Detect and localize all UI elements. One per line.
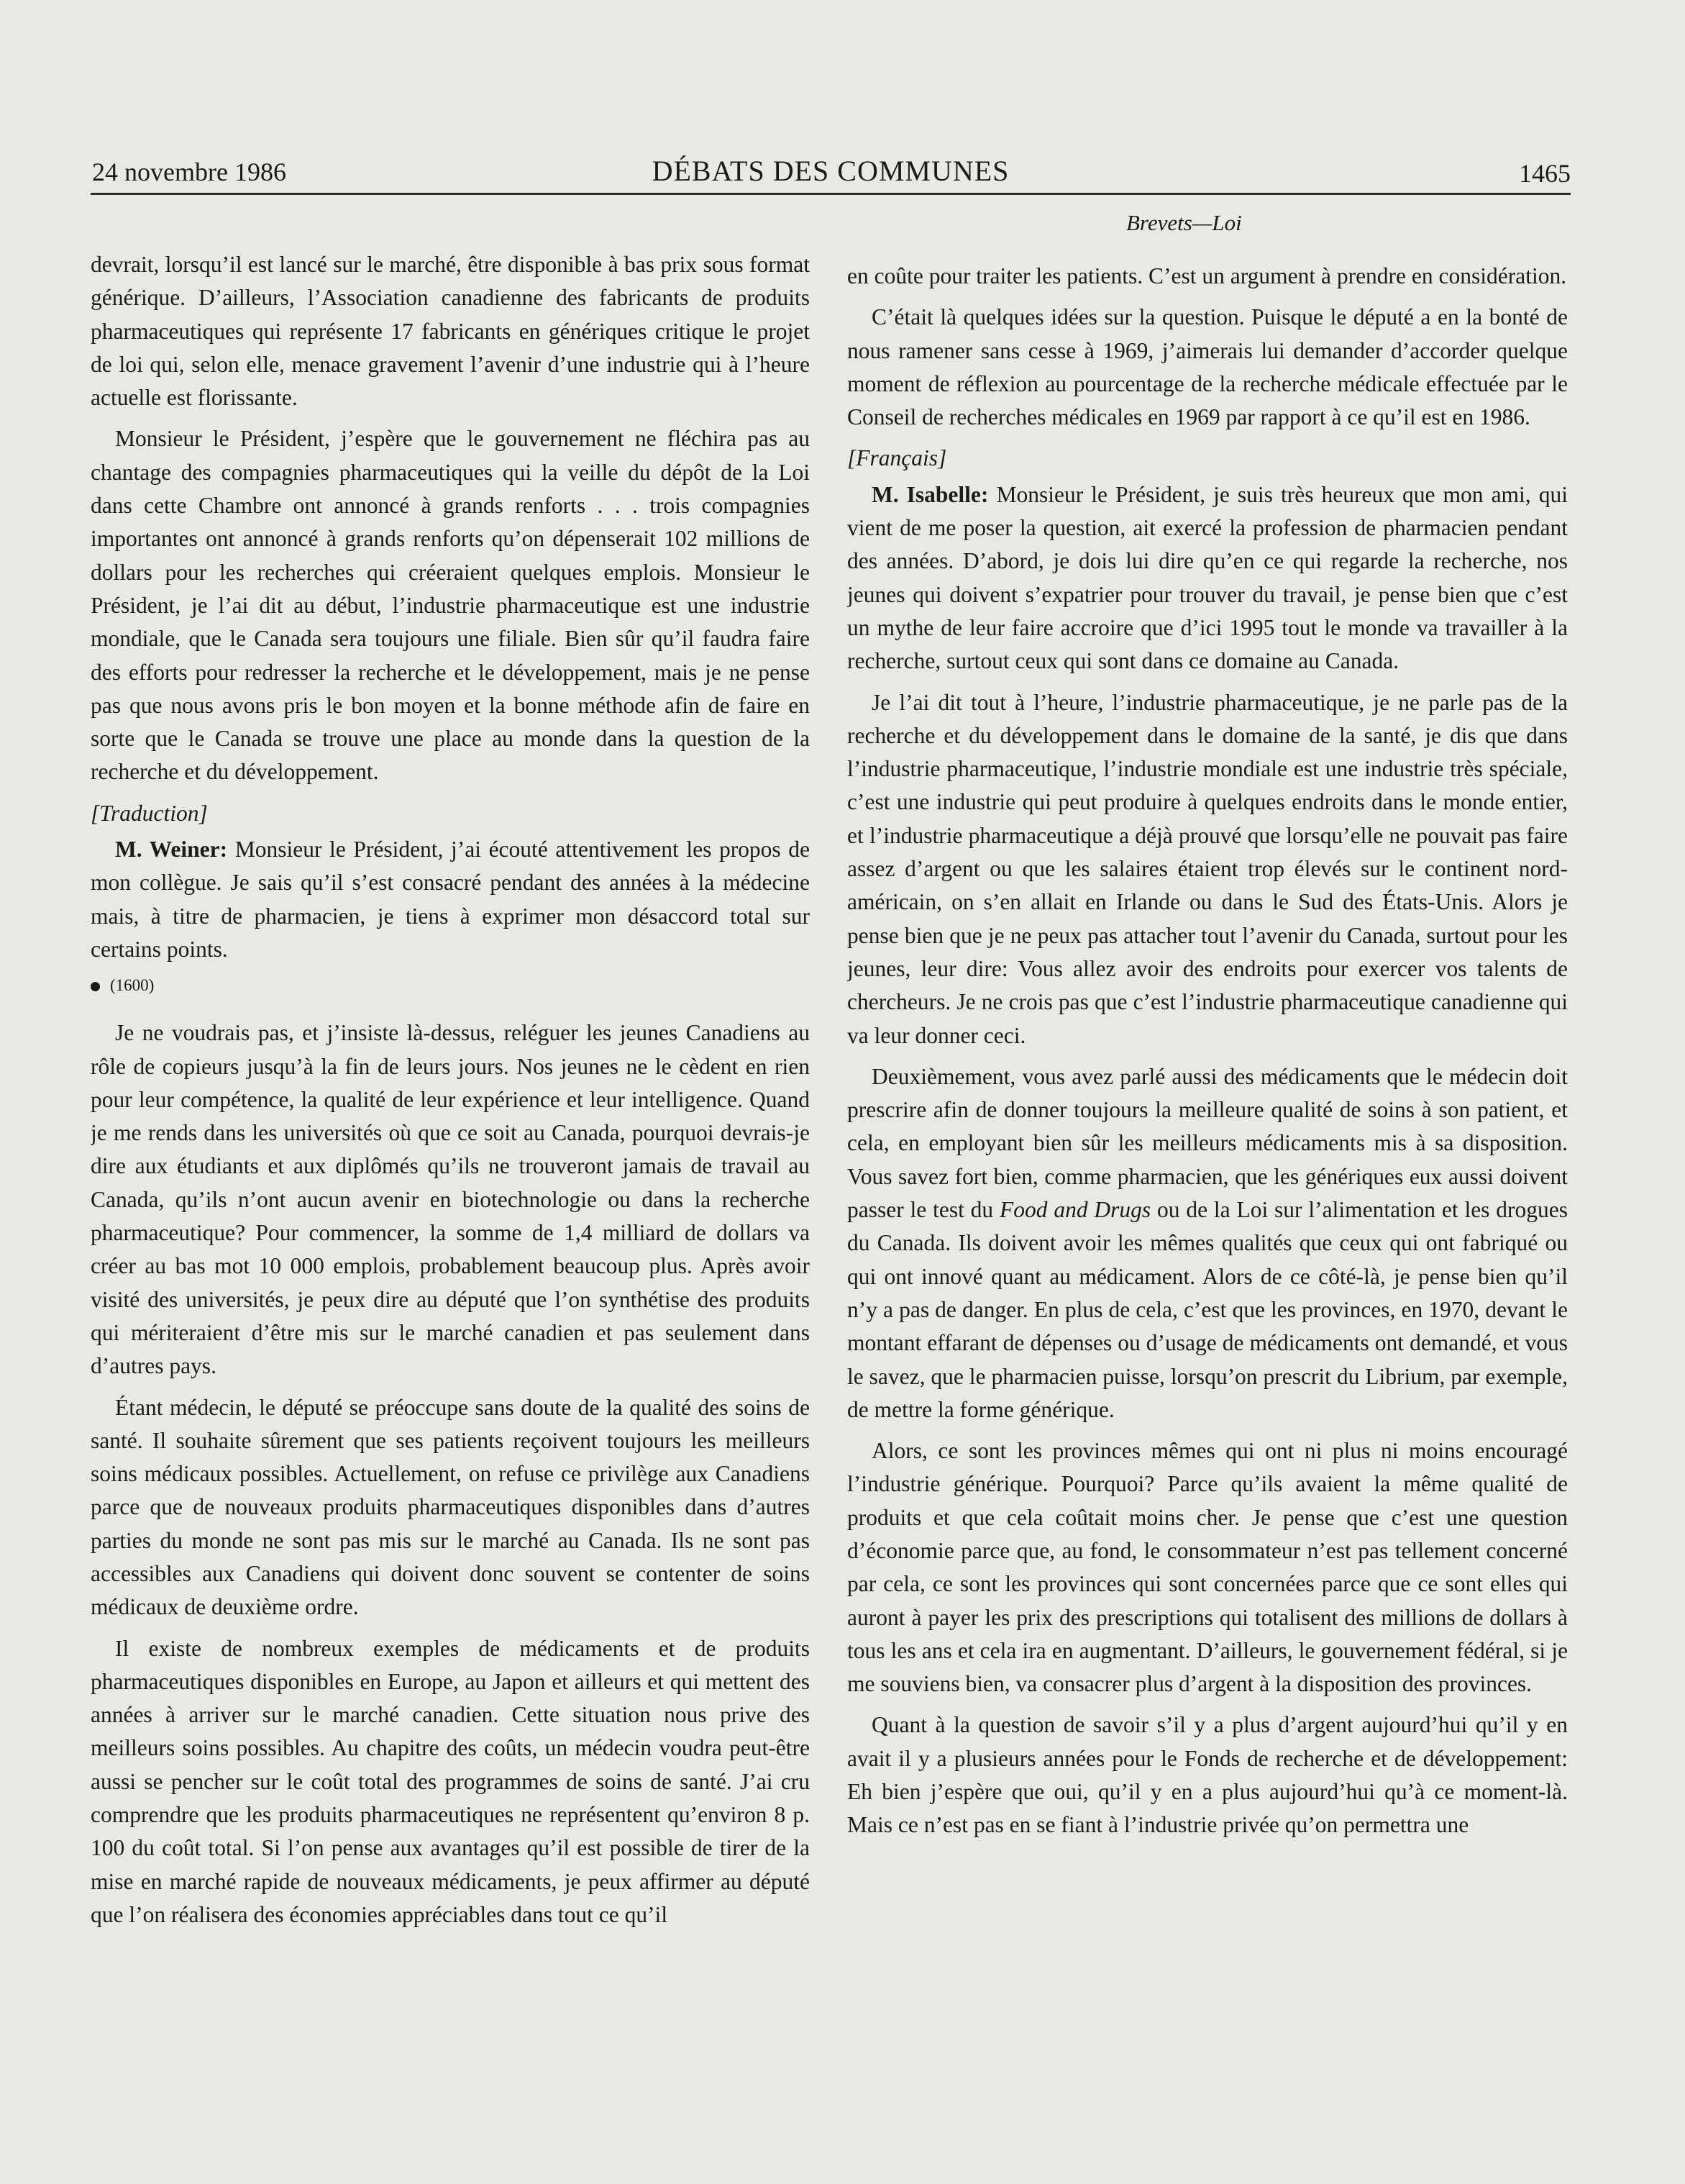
italic-term: Food and Drugs xyxy=(1000,1197,1151,1223)
speaker-name: M. Isabelle: xyxy=(872,481,989,507)
right-column xyxy=(847,260,1568,2177)
section-rubric: Brevets—Loi xyxy=(1126,210,1242,235)
paragraph: en coûte pour traiter les patients. C’est un argument à prendre en considération. xyxy=(847,263,1567,288)
header-date: 24 novembre 1986 xyxy=(92,158,286,186)
speech-text: Monsieur le Président, j’ai écouté attentivement les propos de mon collègue. Je sais qu’il s’est consacré pendant des années à la médecine mais, à titre de pharmacien, je tiens à exprimer mon désaccord total sur certains points. xyxy=(91,837,810,962)
paragraph: Je l’ai dit tout à l’heure, l’industrie pharmaceutique, je ne parle pas de la recherche et du développement dans le domaine de la santé, je dis que dans l’industrie pharmaceutique, l’industrie mondiale est une industrie très spéciale, c’est une industrie qui peut produire à quelques endroits dans le monde entier, et l’industrie pharmaceutique a déjà prouvé que lorsqu’elle ne pouvait pas faire assez d’argent ou que les salaires étaient trop élevés sur le continent nord-américain, on s’en allait en Irlande ou dans le Sud des États-Unis. Alors je pense bien que je ne peux pas attacher tout l’avenir du Canada, surtout pour les jeunes, leur dire: Vous allez avoir des endroits pour exercer vos talents de chercheurs. Je ne crois pas que c’est l’industrie pharmaceutique canadienne qui va leur donner ceci. xyxy=(847,689,1568,1048)
speech-text: Monsieur le Président, je suis très heureux que mon ami, qui vient de me poser la question, ait exercé la profession de pharmacien pendant des années. D’abord, je dois lui dire qu’en ce qui regarde la recherche, nos jeunes qui doivent s’expatrier pour trouver du travail, je pense bien que c’est un mythe de leur faire accroire que d’ici 1995 tout le monde va travailler à la recherche, surtout ceux qui sont dans ce domaine au Canada. xyxy=(847,481,1568,674)
paragraph: Il existe de nombreux exemples de médicaments et de produits pharmaceutiques disponibles en Europe, au Japon et ailleurs et qui mettent des années à arriver sur le marché canadien. Cette situation nous prive des meilleurs soins possibles. Au chapitre des coûts, un médecin voudra peut-être aussi se pencher sur le coût total des programmes de soins de santé. J’ai cru comprendre que les produits pharmaceutiques ne représentent qu’environ 8 p. 100 du coût total. Si l’on pense aux avantages qu’il est possible de tirer de la mise en marché rapide de nouveaux médicaments, je peux affirmer au député que l’on réalisera des économies appréciables dans tout ce qu’il xyxy=(91,1635,810,1927)
paragraph: Alors, ce sont les provinces mêmes qui ont ni plus ni moins encouragé l’industrie générique. Pourquoi? Parce qu’ils avaient la même qualité de produits et que cela coûtait moins cher. Je pense que c’est une question d’économie parce que, au fond, le consommateur n’est pas tellement concerné par cela, ce sont les provinces qui sont concernées parce que ce sont elles qui auront à payer les prix des prescriptions qui totalisent des millions de dollars à tous les ans et cela ira en augmentant. D’ailleurs, le gouvernement fédéral, si je me souviens bien, va consacrer plus d’argent à la disposition des provinces. xyxy=(847,1438,1568,1697)
paragraph: Quant à la question de savoir s’il y a plus d’argent aujourd’hui qu’il y en avait il y a plusieurs années pour le Fonds de recherche et de développement: Eh bien j’espère que oui, qu’il y en a plus aujourd’hui qu’à ce moment-là. Mais ce n’est pas en se fiant à l’industrie privée qu’on permettra une xyxy=(847,1712,1568,1838)
page-number: 1465 xyxy=(1519,159,1571,188)
language-label: [Français] xyxy=(847,445,947,471)
speech-paragraph xyxy=(847,478,1568,678)
paragraph: C’était là quelques idées sur la question. Puisque le député a en la bonté de nous ramener sans cesse à 1969, j’aimerais lui demander d’accorder quelque moment de réflexion au pourcentage de la recherche médicale effectuée par le Conseil de recherches médicales en 1969 par rapport à ce qu’il est en 1986. xyxy=(847,304,1568,430)
time-label: (1600) xyxy=(110,976,155,995)
paragraph-text: Deuxièmement, vous avez parlé aussi des médicaments que le médecin doit prescrire afin de donner toujours la meilleure qualité de soins à son patient, et cela, en employant bien sûr les meilleurs médicaments mis à sa disposition. Vous savez fort bien, comme pharmacien, que les génériques eux aussi doivent passer le test du xyxy=(847,1063,1568,1223)
paragraph xyxy=(847,1060,1568,1427)
header-title: DÉBATS DES COMMUNES xyxy=(652,155,1010,187)
paragraph: Étant médecin, le député se préoccupe sans doute de la qualité des soins de santé. Il souhaite sûrement que ses patients reçoivent toujours les meilleurs soins médicaux possibles. Actuellement, on refuse ce privilège aux Canadiens parce que de nouveaux produits pharmaceutiques disponibles dans d’autres parties du monde ne sont pas mis sur le marché au Canada. Ils ne sont pas accessibles aux Canadiens qui doivent donc souvent se contenter de soins médicaux de deuxième ordre. xyxy=(91,1394,810,1620)
language-label: [Traduction] xyxy=(91,800,208,826)
speaker-name: M. Weiner: xyxy=(115,837,228,863)
time-marker xyxy=(91,975,810,996)
bullet-icon xyxy=(91,982,100,991)
paragraph-text: ou de la Loi sur l’alimentation et les drogues du Canada. Ils doivent avoir les mêmes qualités que ceux qui ont fabriqué ou qui ont innové quant au médicament. Alors de ce côté-là, je pense bien qu’il n’y a pas de danger. En plus de cela, c’est que les provinces, en 1970, devant le montant effarant de dépenses ou d’usage de médicaments ont demandé, et vous le savez, que le pharmacien puisse, lorsqu’on prescrit du Librium, par exemple, de mettre la forme générique. xyxy=(847,1197,1568,1422)
speech-paragraph xyxy=(91,833,810,966)
paragraph: Je ne voudrais pas, et j’insiste là-dessus, reléguer les jeunes Canadiens au rôle de copieurs jusqu’à la fin de leurs jours. Nos jeunes ne le cèdent en rien pour leur compétence, la qualité de leur expérience et leur intelligence. Quand je me rends dans les universités où que ce soit au Canada, pourquoi devrais-je dire aux étudiants et aux diplômés qu’ils ne trouveront jamais de travail au Canada, qu’ils n’ont aucun avenir en biotechnologie ou dans la recherche pharmaceutique? Pour commencer, la somme de 1,4 milliard de dollars va créer au bas mot 10 000 emplois, probablement beaucoup plus. Après avoir visité des universités, je peux dire au député que l’on synthétise des produits qui mériteraient d’être mis sur le marché canadien et pas seulement dans d’autres pays. xyxy=(91,1020,810,1379)
left-column xyxy=(91,248,810,2165)
page-header xyxy=(91,150,1571,195)
paragraph: devrait, lorsqu’il est lancé sur le marché, être disponible à bas prix sous format générique. D’ailleurs, l’Association canadienne des fabricants de produits pharmaceutiques qui représente 17 fabricants en génériques critique le projet de loi qui, selon elle, menace gravement l’avenir d’une industrie qui à l’heure actuelle est florissante. xyxy=(91,252,810,411)
paragraph: Monsieur le Président, j’espère que le gouvernement ne fléchira pas au chantage des compagnies pharmaceutiques qui la veille du dépôt de la Loi dans cette Chambre ont annoncé à grands renforts . . . trois compagnies importantes ont annoncé à grands renforts qu’on dépenserait 102 millions de dollars pour les recherches qui créeraient quelques emplois. Monsieur le Président, je l’ai dit au début, l’industrie pharmaceutique est une industrie mondiale, que le Canada sera toujours une filiale. Bien sûr qu’il faudra faire des efforts pour redresser la recherche et le développement, mais je ne pense pas que nous avons pris le bon moyen et la bonne méthode afin de faire en sorte que le Canada se trouve une place au monde dans la question de la recherche et du développement. xyxy=(91,426,810,785)
